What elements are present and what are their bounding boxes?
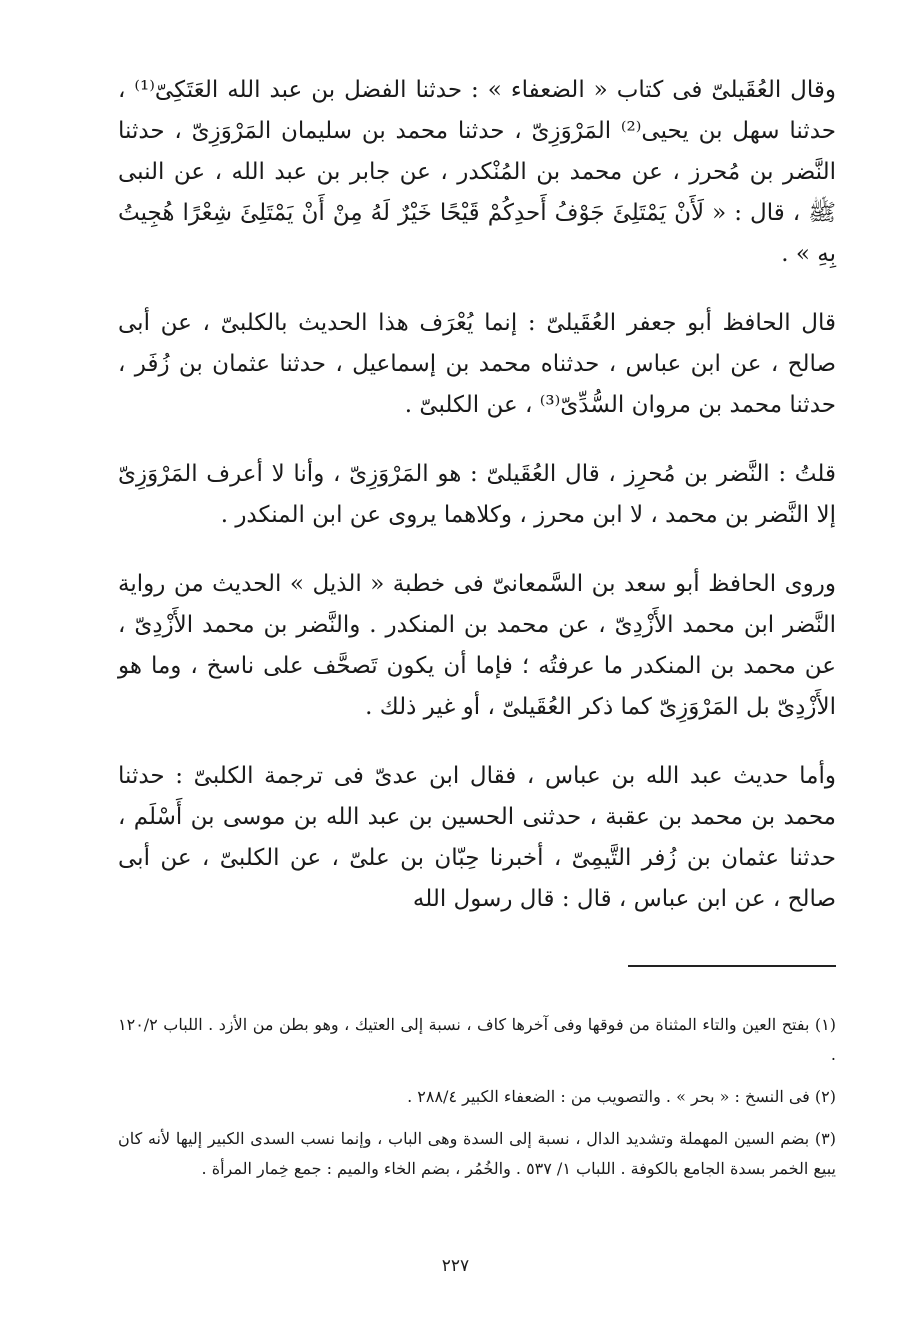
paragraph-4: وروى الحافظ أبو سعد بن السَّمعانىّ فى خطبة « الذيل » الحديث من رواية النَّضر ابن محمد الأَزْدِىّ ، عن محمد بن المنكدر . والنَّضر بن محمد الأَزْدِىّ ، عن محمد بن المنكدر ما عرفتُه ؛ فإما أن يكون تَصحَّف على ناسخ ، وما هو الأَزْدِىّ بل المَرْوَزِىّ كما ذكر العُقَيلىّ ، أو غير ذلك . bbox=[118, 571, 836, 720]
footnote-divider bbox=[628, 965, 836, 967]
paragraph-5: وأما حديث عبد الله بن عباس ، فقال ابن عدىّ فى ترجمة الكلبىّ : حدثنا محمد بن محمد بن عقبة ، حدثنى الحسين بن عبد الله بن موسى بن أَسْلَم ، حدثنا عثمان بن زُفر التَّيمِىّ ، أخبرنا حِبّان بن علىّ ، عن الكلبىّ ، عن أبى صالح ، عن ابن عباس ، قال : قال رسول الله bbox=[118, 763, 836, 912]
footnote-1: (١) بفتح العين والتاء المثناة من فوقها وفى آخرها كاف ، نسبة إلى العتيك ، وهو بطن من الأزد . اللباب ١٢٠/٢ . bbox=[118, 1015, 836, 1064]
paragraph-3: قلتُ : النَّضر بن مُحرِز ، قال العُقَيلىّ : هو المَرْوَزِىّ ، وأنا لا أعرف المَرْوَزِىّ إلا النَّضر بن محمد ، لا ابن محرز ، وكلاهما يروى عن ابن المنكدر . bbox=[118, 461, 836, 528]
page-number: ٢٢٧ bbox=[441, 1256, 470, 1276]
footnote-2: (٢) فى النسخ : « بحر » . والتصويب من : الضعفاء الكبير ٢٨٨/٤ . bbox=[407, 1087, 836, 1106]
paragraph-1: وقال العُقَيلىّ فى كتاب « الضعفاء » : حدثنا الفضل بن عبد الله العَتَكِىّ⁽¹⁾ ، حدثنا سهل بن يحيى⁽²⁾ المَرْوَزِىّ ، حدثنا محمد بن سليمان المَرْوَزِىّ ، حدثنا النَّضر بن مُحرز ، عن محمد بن المُنْكدر ، عن جابر بن عبد الله ، عن النبى ﷺ ، قال : « لَأَنْ يَمْتَلِئَ جَوْفُ أَحدِكُمْ قَيْحًا خَيْرٌ لَهُ مِنْ أَنْ يَمْتَلِئَ شِعْرًا هُجِيتُ بِهِ » . bbox=[118, 77, 837, 267]
footnote-3: (٣) بضم السين المهملة وتشديد الدال ، نسبة إلى السدة وهى الباب ، وإنما نسب السدى الكبير إليها لأنه كان يبيع الخمر بسدة الجامع بالكوفة . اللباب ١/ ٥٣٧ . والخُمُر ، بضم الخاء والميم : جمع خِمار المرأة . bbox=[118, 1129, 836, 1178]
footnotes bbox=[118, 1010, 836, 1196]
paragraph-2: قال الحافظ أبو جعفر العُقَيلىّ : إنما يُعْرَف هذا الحديث بالكلبىّ ، عن أبى صالح ، عن ابن عباس ، حدثناه محمد بن إسماعيل ، حدثنا عثمان بن زُفَر ، حدثنا محمد بن مروان السُّدِّىّ⁽³⁾ ، عن الكلبىّ . bbox=[118, 310, 836, 418]
main-text bbox=[118, 70, 836, 948]
